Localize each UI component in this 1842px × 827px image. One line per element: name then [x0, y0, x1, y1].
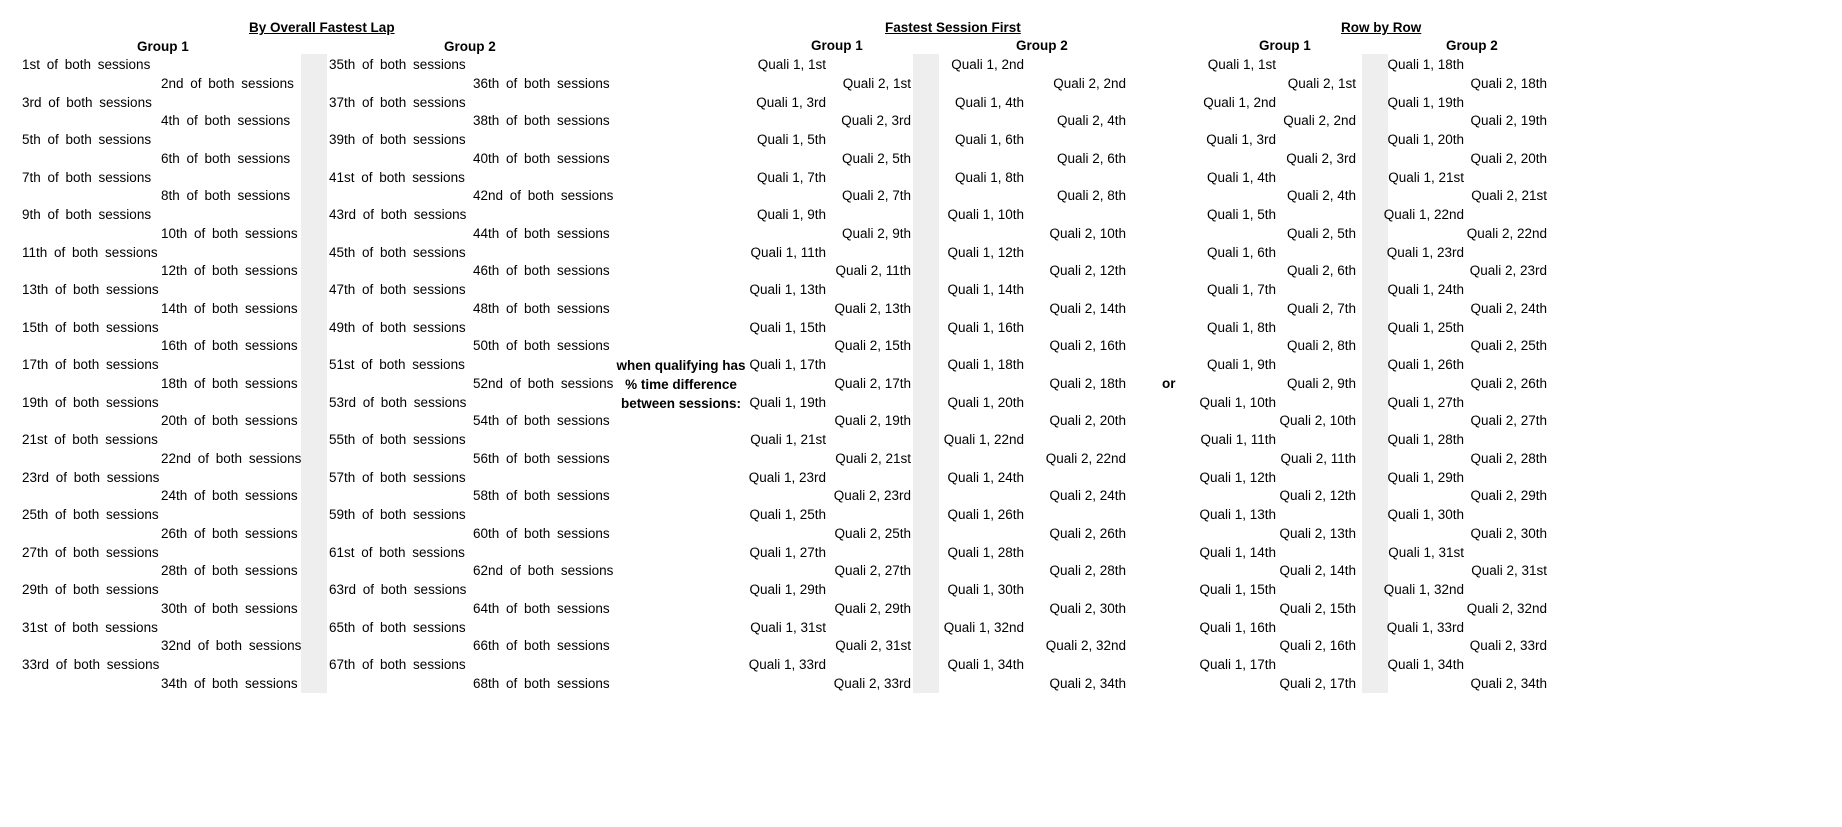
or-label: or [1162, 376, 1176, 391]
table-cell: Quali 2, 30th [1470, 525, 1547, 541]
table-cell: 14th of both sessions [161, 300, 298, 316]
table-cell: Quali 2, 1st [842, 75, 911, 91]
table-cell: Quali 1, 32nd [943, 619, 1024, 635]
table-cell: Quali 2, 4th [1286, 188, 1356, 204]
table-cell: Quali 1, 3rd [1206, 132, 1276, 147]
table-cell: Quali 2, 28th [1470, 450, 1547, 466]
table-cell: 19th of both sessions [22, 394, 159, 410]
table-cell: 6th of both sessions [161, 150, 291, 166]
table-cell: 39th of both sessions [329, 132, 466, 147]
table-cell: Quali 2, 24th [1470, 300, 1547, 316]
table-cell: 34th of both sessions [161, 675, 298, 691]
table-cell: Quali 1, 19th [1387, 94, 1464, 110]
table-cell: Quali 1, 25th [1387, 319, 1464, 335]
table-cell: 55th of both sessions [329, 432, 466, 447]
table-cell: Quali 2, 33rd [1469, 638, 1547, 654]
table-cell: 8th of both sessions [161, 188, 291, 204]
table-cell: Quali 1, 29th [749, 582, 826, 597]
table-cell: Quali 1, 21st [750, 432, 826, 447]
table-cell: Quali 2, 19th [834, 413, 911, 429]
table-cell: 56th of both sessions [473, 450, 610, 466]
table-cell: Quali 1, 34th [1387, 657, 1464, 672]
table-cell: 42nd of both sessions [473, 188, 614, 204]
section-title-fastest-session-first: Fastest Session First [885, 20, 1021, 35]
column-separator [913, 54, 939, 693]
table-cell: Quali 1, 5th [1206, 207, 1276, 222]
table-cell: 4th of both sessions [161, 113, 291, 129]
table-cell: Quali 2, 17th [1279, 675, 1356, 691]
table-cell: 63rd of both sessions [329, 582, 467, 597]
table-cell: Quali 1, 22nd [1383, 207, 1464, 222]
table-cell: 20th of both sessions [161, 413, 298, 429]
table-cell: Quali 2, 2nd [1283, 113, 1356, 129]
table-cell: Quali 2, 7th [1286, 300, 1356, 316]
table-cell: Quali 2, 12th [1279, 488, 1356, 504]
group-header: Group 1 [811, 38, 863, 53]
table-cell: Quali 1, 17th [1199, 657, 1276, 672]
table-cell: Quali 2, 27th [834, 563, 911, 579]
table-cell: Quali 1, 6th [954, 132, 1024, 147]
table-cell: 2nd of both sessions [161, 75, 294, 91]
table-cell: Quali 1, 23rd [1386, 244, 1464, 260]
table-cell: Quali 1, 20th [947, 394, 1024, 410]
table-cell: Quali 1, 9th [1206, 357, 1276, 372]
table-cell: Quali 2, 33rd [833, 675, 911, 691]
group-header: Group 1 [137, 39, 189, 54]
table-cell: 49th of both sessions [329, 319, 466, 335]
table-cell: 61st of both sessions [329, 544, 465, 560]
table-cell: Quali 2, 29th [834, 600, 911, 616]
table-cell: Quali 1, 1st [1207, 57, 1276, 72]
table-cell: Quali 2, 27th [1470, 413, 1547, 429]
table-cell: 51st of both sessions [329, 357, 465, 372]
table-cell: 41st of both sessions [329, 169, 465, 185]
table-cell: Quali 2, 15th [834, 338, 911, 354]
table-cell: Quali 2, 18th [1049, 375, 1126, 391]
table-cell: Quali 1, 7th [756, 169, 826, 185]
table-cell: Quali 1, 19th [749, 394, 826, 410]
table-cell: 40th of both sessions [473, 150, 610, 166]
table-cell: 32nd of both sessions [161, 638, 302, 654]
table-cell: Quali 1, 24th [1387, 282, 1464, 297]
table-cell: Quali 2, 11th [1280, 450, 1356, 466]
table-cell: Quali 2, 26th [1470, 375, 1547, 391]
table-cell: Quali 2, 9th [841, 225, 911, 241]
table-cell: 38th of both sessions [473, 113, 610, 129]
table-cell: Quali 1, 18th [947, 357, 1024, 372]
table-cell: Quali 2, 32nd [1466, 600, 1547, 616]
table-cell: Quali 2, 21st [835, 450, 911, 466]
table-cell: 36th of both sessions [473, 75, 610, 91]
table-cell: Quali 2, 6th [1056, 150, 1126, 166]
table-cell: Quali 1, 14th [1199, 544, 1276, 560]
table-cell: 43rd of both sessions [329, 207, 467, 222]
table-cell: Quali 1, 32nd [1383, 582, 1464, 597]
table-cell: 27th of both sessions [22, 544, 159, 560]
table-cell: Quali 2, 26th [1049, 525, 1126, 541]
table-cell: Quali 2, 34th [1470, 675, 1547, 691]
table-cell: Quali 1, 5th [756, 132, 826, 147]
table-cell: Quali 2, 21st [1471, 188, 1547, 204]
table-cell: 11th of both sessions [22, 244, 158, 260]
table-cell: Quali 1, 8th [1206, 319, 1276, 335]
table-cell: Quali 2, 10th [1049, 225, 1126, 241]
table-cell: Quali 1, 28th [1387, 432, 1464, 447]
table-cell: 60th of both sessions [473, 525, 610, 541]
percent-difference-note: when qualifying has % time difference between sessions: [616, 358, 746, 411]
table-cell: Quali 1, 28th [947, 544, 1024, 560]
table-cell: 54th of both sessions [473, 413, 610, 429]
table-cell: 15th of both sessions [22, 319, 159, 335]
table-cell: 16th of both sessions [161, 338, 298, 354]
table-cell: Quali 1, 12th [1199, 469, 1276, 485]
table-cell: Quali 1, 13th [749, 282, 826, 297]
table-cell: Quali 1, 18th [1387, 57, 1464, 72]
group-header: Group 2 [1446, 38, 1498, 53]
table-cell: Quali 2, 23rd [1469, 263, 1547, 279]
table-cell: Quali 2, 4th [1056, 113, 1126, 129]
group-header: Group 2 [444, 39, 496, 54]
table-cell: Quali 2, 31st [835, 638, 911, 654]
table-cell: Quali 1, 2nd [951, 57, 1024, 72]
table-cell: Quali 1, 24th [947, 469, 1024, 485]
table-cell: Quali 2, 29th [1470, 488, 1547, 504]
table-cell: Quali 1, 2nd [1203, 94, 1276, 110]
table-cell: Quali 2, 1st [1287, 75, 1356, 91]
table-cell: 25th of both sessions [22, 507, 159, 522]
table-cell: Quali 1, 29th [1387, 469, 1464, 485]
table-cell: Quali 2, 28th [1049, 563, 1126, 579]
table-cell: Quali 1, 9th [756, 207, 826, 222]
table-cell: Quali 1, 15th [749, 319, 826, 335]
table-cell: 3rd of both sessions [22, 94, 152, 110]
table-cell: 64th of both sessions [473, 600, 610, 616]
table-cell: 29th of both sessions [22, 582, 159, 597]
table-cell: Quali 2, 9th [1286, 375, 1356, 391]
table-cell: Quali 2, 22nd [1045, 450, 1126, 466]
section-title-overall-fastest-lap: By Overall Fastest Lap [249, 20, 395, 35]
table-cell: Quali 1, 10th [1199, 394, 1276, 410]
table-cell: Quali 2, 24th [1049, 488, 1126, 504]
table-cell: 45th of both sessions [329, 244, 466, 260]
table-cell: Quali 1, 31st [1388, 544, 1464, 560]
table-cell: Quali 2, 13th [834, 300, 911, 316]
table-cell: 46th of both sessions [473, 263, 610, 279]
table-cell: Quali 1, 27th [749, 544, 826, 560]
table-cell: Quali 2, 5th [1286, 225, 1356, 241]
table-cell: Quali 1, 34th [947, 657, 1024, 672]
table-cell: Quali 2, 30th [1049, 600, 1126, 616]
table-cell: Quali 1, 16th [1199, 619, 1276, 635]
table-cell: 53rd of both sessions [329, 394, 467, 410]
table-cell: 24th of both sessions [161, 488, 298, 504]
table-cell: 50th of both sessions [473, 338, 610, 354]
table-cell: 28th of both sessions [161, 563, 298, 579]
table-cell: 33rd of both sessions [22, 657, 160, 672]
table-cell: Quali 2, 3rd [841, 113, 911, 129]
table-cell: Quali 2, 6th [1286, 263, 1356, 279]
table-cell: Quali 1, 30th [1387, 507, 1464, 522]
table-cell: 48th of both sessions [473, 300, 610, 316]
table-cell: Quali 1, 13th [1199, 507, 1276, 522]
table-cell: Quali 1, 33rd [1386, 619, 1464, 635]
table-cell: 66th of both sessions [473, 638, 610, 654]
table-cell: 35th of both sessions [329, 57, 466, 72]
section-title-row-by-row: Row by Row [1341, 20, 1422, 35]
table-cell: Quali 2, 17th [834, 375, 911, 391]
table-cell: 22nd of both sessions [161, 450, 302, 466]
table-cell: 57th of both sessions [329, 469, 466, 485]
table-cell: Quali 1, 27th [1387, 394, 1464, 410]
table-cell: Quali 2, 16th [1049, 338, 1126, 354]
table-cell: 26th of both sessions [161, 525, 298, 541]
table-cell: 30th of both sessions [161, 600, 298, 616]
table-cell: 5th of both sessions [22, 132, 152, 147]
table-cell: Quali 1, 26th [1387, 357, 1464, 372]
table-cell: Quali 1, 14th [947, 282, 1024, 297]
table-cell: Quali 1, 3rd [756, 94, 826, 110]
table-cell: Quali 2, 20th [1049, 413, 1126, 429]
table-cell: Quali 2, 12th [1049, 263, 1126, 279]
table-cell: Quali 1, 11th [1200, 432, 1276, 447]
table-cell: Quali 1, 10th [947, 207, 1024, 222]
table-cell: Quali 2, 15th [1279, 600, 1356, 616]
table-cell: Quali 1, 4th [1206, 169, 1276, 185]
table-cell: Quali 2, 32nd [1045, 638, 1126, 654]
table-cell: Quali 1, 20th [1387, 132, 1464, 147]
table-cell: 9th of both sessions [22, 207, 152, 222]
table-cell: Quali 1, 33rd [748, 657, 826, 672]
table-cell: Quali 2, 5th [841, 150, 911, 166]
table-cell: Quali 2, 18th [1470, 75, 1547, 91]
table-cell: Quali 1, 22nd [943, 432, 1024, 447]
table-cell: Quali 1, 25th [749, 507, 826, 522]
table-cell: Quali 1, 8th [954, 169, 1024, 185]
table-cell: Quali 1, 26th [947, 507, 1024, 522]
column-separator [301, 54, 327, 693]
table-cell: Quali 1, 31st [750, 619, 826, 635]
table-cell: Quali 2, 8th [1286, 338, 1356, 354]
table-cell: Quali 1, 15th [1199, 582, 1276, 597]
table-cell: 7th of both sessions [22, 169, 152, 185]
table-cell: Quali 1, 1st [757, 57, 826, 72]
table-cell: Quali 2, 22nd [1466, 225, 1547, 241]
table-cell: Quali 1, 23rd [748, 469, 826, 485]
table-cell: Quali 2, 13th [1279, 525, 1356, 541]
table-cell: Quali 1, 4th [954, 94, 1024, 110]
table-cell: Quali 1, 6th [1206, 244, 1276, 260]
table-cell: 12th of both sessions [161, 263, 298, 279]
table-cell: 10th of both sessions [161, 225, 298, 241]
table-cell: Quali 1, 16th [947, 319, 1024, 335]
table-cell: 67th of both sessions [329, 657, 466, 672]
table-cell: Quali 1, 21st [1388, 169, 1464, 185]
table-cell: Quali 2, 7th [841, 188, 911, 204]
table-cell: Quali 2, 3rd [1286, 150, 1356, 166]
table-cell: Quali 2, 2nd [1053, 75, 1126, 91]
table-cell: 18th of both sessions [161, 375, 298, 391]
table-cell: Quali 2, 23rd [833, 488, 911, 504]
table-cell: Quali 2, 10th [1279, 413, 1356, 429]
table-cell: 37th of both sessions [329, 94, 466, 110]
table-cell: Quali 2, 11th [835, 263, 911, 279]
table-cell: 1st of both sessions [22, 57, 151, 72]
table-cell: Quali 2, 14th [1049, 300, 1126, 316]
table-cell: 21st of both sessions [22, 432, 158, 447]
table-cell: Quali 2, 25th [834, 525, 911, 541]
table-cell: Quali 2, 20th [1470, 150, 1547, 166]
table-cell: Quali 1, 30th [947, 582, 1024, 597]
table-cell: 68th of both sessions [473, 675, 610, 691]
table-cell: 23rd of both sessions [22, 469, 160, 485]
table-cell: Quali 2, 16th [1279, 638, 1356, 654]
table-cell: 59th of both sessions [329, 507, 466, 522]
table-cell: 13th of both sessions [22, 282, 159, 297]
table-cell: 62nd of both sessions [473, 563, 614, 579]
group-header: Group 2 [1016, 38, 1068, 53]
table-cell: 17th of both sessions [22, 357, 159, 372]
table-cell: Quali 1, 12th [947, 244, 1024, 260]
table-cell: 52nd of both sessions [473, 375, 614, 391]
table-cell: Quali 2, 31st [1471, 563, 1547, 579]
table-cell: 47th of both sessions [329, 282, 466, 297]
table-cell: 31st of both sessions [22, 619, 158, 635]
table-cell: Quali 2, 8th [1056, 188, 1126, 204]
table-cell: Quali 2, 25th [1470, 338, 1547, 354]
table-cell: Quali 1, 7th [1206, 282, 1276, 297]
table-cell: Quali 2, 19th [1470, 113, 1547, 129]
table-cell: 44th of both sessions [473, 225, 610, 241]
table-cell: 65th of both sessions [329, 619, 466, 635]
table-cell: Quali 2, 14th [1279, 563, 1356, 579]
group-header: Group 1 [1259, 38, 1311, 53]
table-cell: Quali 2, 34th [1049, 675, 1126, 691]
table-cell: Quali 1, 17th [749, 357, 826, 372]
table-cell: 58th of both sessions [473, 488, 610, 504]
table-cell: Quali 1, 11th [750, 244, 826, 260]
